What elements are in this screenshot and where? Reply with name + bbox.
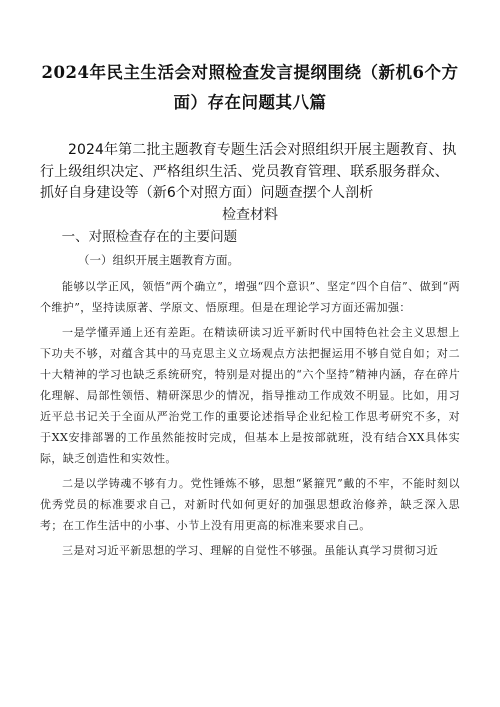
section-heading-1: 一、对照检查存在的主要问题 [61, 228, 238, 245]
document-subtitle: 2024年第二批主题教育专题生活会对照组织开展主题教育、执行上级组织决定、严格组织生活、党员教育管理、联系服务群众、抓好自身建设等（新6个对照方面）问题查摆个人剖析 [40, 142, 457, 201]
paragraph-point-1: 一是学懂弄通上还有差距。在精读研读习近平新时代中国特色社会主义思想上下功夫不够，对蕴含其中的马克思主义立场观点方法把握运用不够自觉自如；对二十大精神的学习也缺乏系统研究，特别是对提出的“六个坚持”精神内涵，存在碎片化理解、局部性领悟、精研深思少的情况，指导推动工作成效不明显。比如，用习近平总书记关于全面从严治党工作的重要论述指导企业纪检工作思考研究不多，对于XX安排部署的工作虽然能按时完成，但基本上是按部就班，没有结合XX具体实际，缺乏创造性和实效性。 [40, 325, 460, 465]
document-heading: 检查材料 [222, 206, 278, 223]
paragraph-intro: 能够以学正风，领悟“两个确立”，增强“四个意识”、坚定“四个自信”、做到“两个维护”，坚持读原著、学原文、悟原理。但是在理论学习方面还需加强： [40, 279, 460, 314]
document-title: 2024年民主生活会对照检查发言提纲围绕（新机6个方面）存在问题其八篇 [41, 63, 459, 112]
subsection-heading-1: （一）组织开展主题教育方面。 [78, 252, 239, 267]
paragraph-point-3: 三是对习近平新思想的学习、理解的自觉性不够强。虽能认真学习贯彻习近 [62, 543, 439, 557]
paragraph-point-2: 二是以学铸魂不够有力。党性锤炼不够，思想“紧箍咒”戴的不牢，不能时刻以优秀党员的标准要求自己，对新时代如何更好的加强思想政治修养，缺乏深入思考；在工作生活中的小事、小节上没有用更高的标准来要求自己。 [40, 476, 460, 532]
